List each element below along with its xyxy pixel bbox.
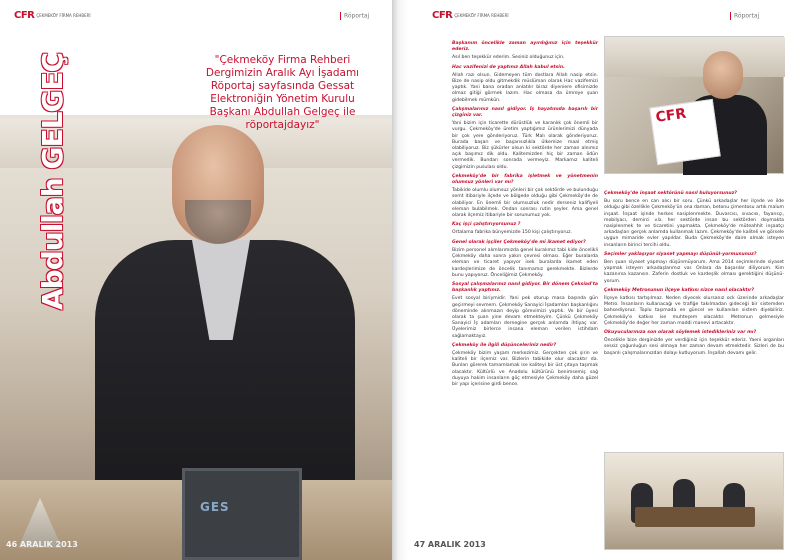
interview-answer: Bu soru bence en can alıcı bir soru. Çünkü arkadaşlar her ilçede ve ilde olduğu gibi özellikle Çekmeköy'ün ona daman, betonu çimentosu artık malum inşaat. İnşaat işinde herkes nasiplenmekte. Duvarcısı, sıvacısı, fayansçı, mobilyacı, demirci v.b. her sektörde insan bu sektörden doymakta nasiplenmek te ve ticaretini yapmakta. Çekmeköy'de müteahhit inşaatçı arkadaşları gerçek anlamda kullanmak lazım. Çekmeköy'de kaliteli ve görsele uygun mimaride evler yapıldar. Buda Çekmeköy'de daire almak isteyen insanların birinci tercihi oldu. (604, 199, 784, 248)
magazine-cover-title: CFR (654, 105, 688, 126)
pull-quote: "Çekmeköy Firma Rehberi Dergimizin Aralık Ayı İşadamı Röportaj sayfasında Gessat Elektroniğin Yönetim Kurulu Başkanı Abdullah Gelgeç ile röportajdayız" (205, 54, 360, 131)
article-column-1 (452, 40, 598, 391)
magazine-logo (432, 10, 509, 21)
article-column-2 (604, 190, 784, 360)
interview-question: Seçimler yaklaşıyor siyaset yapmayı düşünül-yormusunuz? (604, 251, 757, 257)
interview-answer: Ben şuan siyaset yapmayı düşünmüyorum. Ama 2014 seçimlerinde siyaset yapmak isteyen arkadaşlarımız var. Onlara da başarılar diliyorum. Kim kazanırsa kazansın. Zaferin dostluk ve kardeşlik olması gerektiğini düşünü-yorum. (604, 260, 784, 284)
section-label-text: Röportaj (734, 12, 760, 20)
right-page (408, 0, 800, 560)
left-page (0, 0, 392, 560)
interview-question: Sosyal çalışmalarınız nasıl gidiyor. Bir dönem Çeksiad'ta başkanlık yaptınız. (452, 281, 598, 294)
interview-answer: İlçeye katkısı tartışılmaz. Neden diyecek olursanız ock üzerinde arkadaşlar Metro. İnsanların kullanacağı ve trafiğe takılmadan gideceği bir sistemden bahsediyoruz. Toplu taşımada en güncel ve kullanılan sistem diyebiliriz. Çekmeköy'e katkısı ise muhteşem olacaktır. Metronun gelmesiyle Çekmeköy'de değer her zaman maddi manevi artacaktır. (604, 296, 784, 326)
section-bar (340, 12, 341, 20)
page-footer-right: 47 ARALIK 2013 (414, 540, 486, 549)
interview-answer: Çekmeköy bizim yaşam merkezimiz. Gerçekten çok şirin ve kaliteli bir ilçemiz var. Bizlerin tabikide olur olacaktır da. Bunları görerek tamamlamak ise kaliteyi bir üst çıtaya taşımak olacaktır. Kültürlü ve Anadolu kültürünü benimsemiş sağ duyuya hakim insanların göç etmesiyle Çekmeköy daha güzel bir yapı içerisine girdi bence. (452, 350, 598, 387)
interview-question: Hac vazifenizi de yaptınız Allah kabul etsin. (452, 64, 565, 70)
interview-answer: Öncelikle bize derginizde yer verdiğiniz için teşekkür ederiz. Yaeni organları sessiz çoğunluğun sesi olmaya her zaman devam etmektedir. Sizleri de bu başarılı çalışmalarınızdan dolayı kutluyorum. İnşallah devamı gelir. (604, 338, 784, 356)
magazine-logo (14, 10, 91, 21)
page-footer-left: 46 ARALIK 2013 (6, 540, 78, 549)
interview-question: Genel olarak işçiler Çekmeköy'de mi ikamet ediyor? (452, 239, 586, 245)
interview-question: Çekmeköy'de inşaat sektörünü nasıl buluyorsunuz? (604, 191, 737, 196)
logo-text: CFR (14, 10, 35, 21)
logo-subtitle: ÇEKMEKÖY FİRMA REHBERİ (454, 12, 509, 18)
vertical-name (28, 52, 69, 310)
logo-text: CFR (432, 10, 453, 21)
interview-question: Çekmeköy Metrosunun ilçeye katkısı sizce nasıl olacaktır? (604, 287, 755, 293)
interview-question: Çekmeköy ile ilgili düşünceleriniz nedir? (452, 342, 557, 348)
vertical-name-text: Abdullah GELGEÇ (36, 52, 69, 310)
photo-table (635, 507, 755, 527)
meeting-photo (604, 452, 784, 550)
interview-question: Kaç işçi çalıştırıyorsunuz ? (452, 222, 521, 228)
interview-question: Okuyucularınıza son olarak söylemek istedikleriniz var mı? (604, 330, 757, 336)
section-label (340, 12, 369, 20)
interview-answer: Ortalama fabrika bünyemizde 150 kişi çalıştırıyoruz. (452, 230, 573, 236)
section-label (730, 12, 759, 20)
logo-subtitle: ÇEKMEKÖY FİRMA REHBERİ (36, 12, 91, 18)
interview-answer: Evet sosyal biriymidir. Yani pek oturup masa başında gün geçirmeyi sevmem. Çekmeköy Sanayici İşadamları başkanlığını döneminde alınmazın deyip görevimizi yaptık. Ve bir üyesi olarak ta şuan yine devam etmekteyim. Çünkü Çekmeköy Sanayici İş adamları dernegine gerçek anlamda ihtiyaç var. Üyelerimiz birlerce insana eleman verilen istihdam sağlamaktayız. (452, 296, 598, 339)
monitor-logo-text: GES (200, 500, 230, 514)
page-gutter (392, 0, 408, 560)
photo-magazine (649, 99, 720, 165)
interview-answer: Yani bizim için ticarette dürüstlük ve karanlık çok önemli bir vurgu. Çekmeköy'de üretim yaptığımız ürünlerimizi dünyada bir çok yere gönderiyoruz. Türk Malı olarak gönderiyoruz. Burada başarı ve başarısızlıkla ülkemize maal etmiş olabiliyoruz. Biz şükürler olsun ki sektörde her zaman alnımız açık başımız dik oldu. Kalitemizden hiç bir zaman ödün vermedik. Bundan sonrada vermeyiz. Markamız kaliteli çizgimizin pusulası oldu. (452, 121, 598, 170)
interview-question: Çalışmalarınız nasıl gidiyor. İş hayatınıda başarılı bir çizginiz var. (452, 106, 598, 119)
section-bar (730, 12, 731, 20)
reading-photo (604, 36, 784, 174)
photo-head (703, 51, 743, 99)
photo-shelf (605, 37, 785, 77)
section-label-text: Röportaj (344, 12, 370, 20)
interview-answer: Asıl ben teşekkür ederim. Sesiniz olduğunuz için. (452, 55, 565, 61)
interview-answer: Allah razı olsun. Gidemeyen tüm dostlara Allah nasip etsin. Bize de nasip oldu gitmekdik müslüman olarak Hac vazifemizi yaptık. Yani bana oradan anlatılır biraz diyeniere ofisimizde olmaz gitiği görmek lazım. Hac olmasa da ümreye şuan gidebilmek mümkün. (452, 72, 598, 103)
photo-monitor (182, 468, 302, 560)
interview-question: Başkanım öncelikle zaman ayırdığınız için teşekkür ederiz. (452, 41, 598, 53)
interview-answer: Tabikide olumlu olumsuz yönleri bir çok sektörde ve bulunduğu semt itibariyle ilçede ve bölgede olduğu gibi Çekmeköy'de de olabiliyor. En önemli bir olumsuzluk nedir derseniz kalifiyeli eleman bulabilmek. Ondan sonrası rutin şeyler. Ama genel olarak ilçemiz itibariyle bir sorunumuz yok. (452, 188, 598, 219)
interview-answer: Bizim personel alımlarımızda genel kuralımız tabi kide öncelikli Çekmeköy daha sonra yakın çevresi olması. Eğer buralarda eleman ve ticaret yapıyor isek buralarda ikamet eden kardeşlerimize de öncelik tanımamız gerekmekte. Bizlerde bunu yapıyoruz. Önceliğimiz Çekmeköy. (452, 247, 598, 278)
interview-question: Çekmeköy'de bir fabrika işletmek ve yönetmenin olumsuz yönleri var mı? (452, 173, 598, 186)
